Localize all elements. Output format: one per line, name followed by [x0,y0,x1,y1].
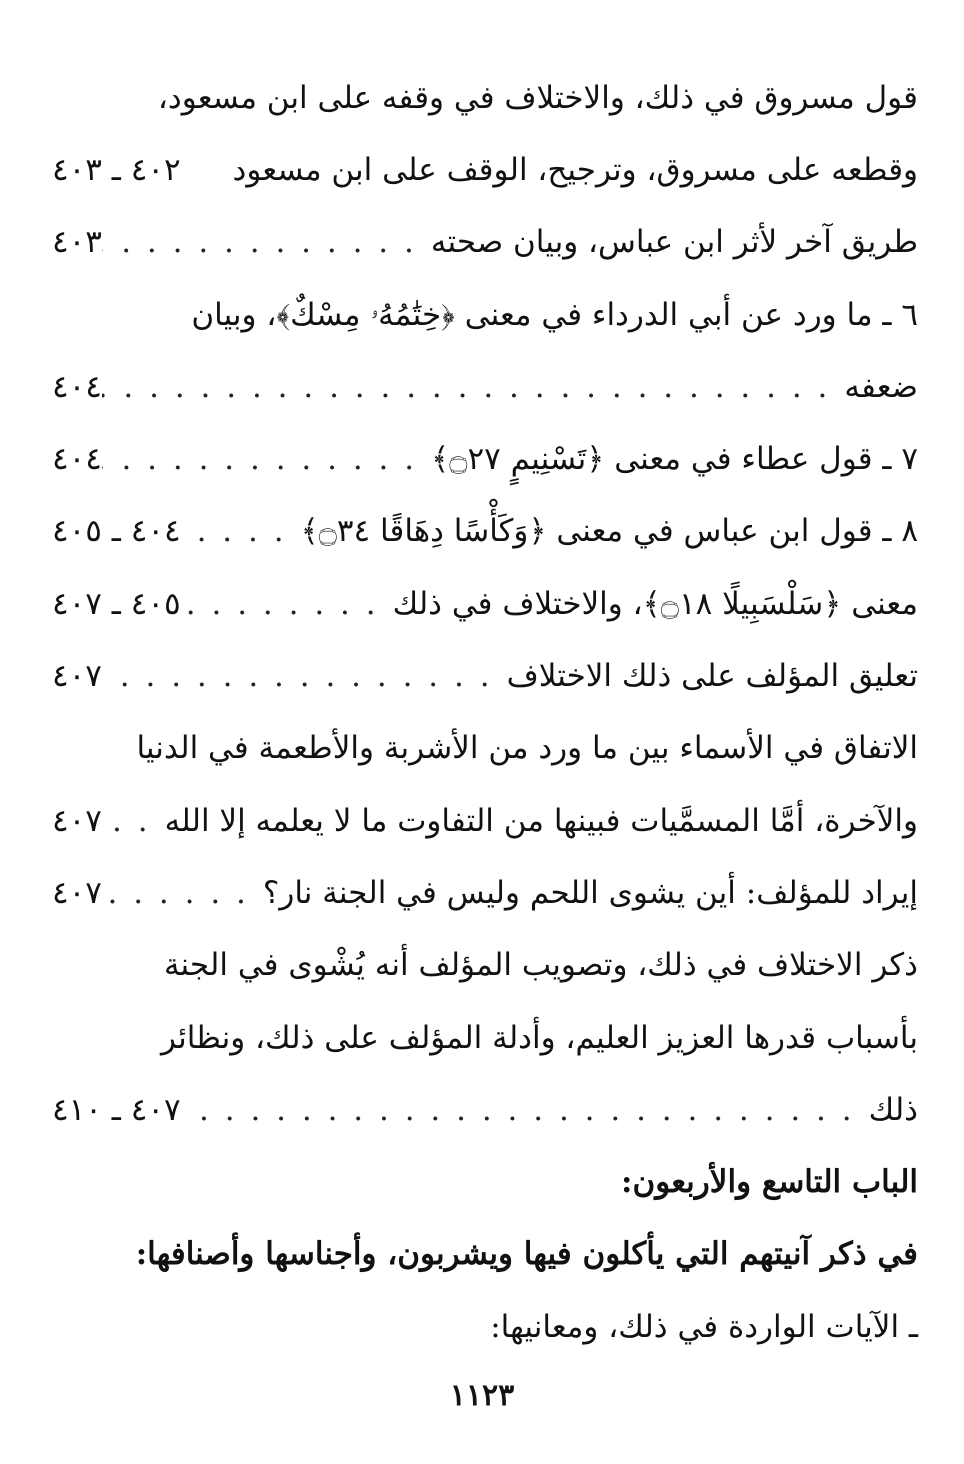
chapter-subheading [52,1219,918,1291]
entry-text: ٨ ـ قول ابن عباس في معنى ﴿وَكَأْسًا دِهَاقًا ۝٣٤﴾ [300,513,918,550]
dot-leader [102,878,263,909]
entry-page: ٤٠٣ [52,224,102,261]
index-line [52,1074,918,1146]
entry-page: ٤٠٥ ـ ٤٠٧ [52,585,181,622]
dot-leader [102,661,507,692]
index-line [52,713,918,785]
entry-page: ٤٠٤ ـ ٤٠٥ [52,513,181,550]
index-line [52,423,918,495]
entry-text: ضعفه [844,368,918,405]
entry-page: ٤٠٤ [52,368,102,405]
index-line [52,207,918,279]
index-line [52,1002,918,1074]
dot-leader [181,589,393,620]
page-number: ١١٢٣ [449,1378,515,1413]
entry-page: ٤٠٧ ـ ٤١٠ [52,1091,181,1128]
entry-text: ذكر الاختلاف في ذلك، وتصويب المؤلف أنه يُشْوى في الجنة [163,947,918,984]
index-line [52,351,918,423]
chapter-heading [52,1146,918,1218]
index-line [52,930,918,1002]
dot-leader [102,806,165,837]
entry-text: وقطعه على مسروق، وترجيح، الوقف على ابن مسعود [232,151,918,188]
index-line [52,857,918,929]
index-line [52,568,918,640]
entry-text: بأسباب قدرها العزيز العليم، وأدلة المؤلف على ذلك، ونظائر [160,1019,918,1056]
index-line [52,785,918,857]
entry-page: ٤٠٧ [52,802,102,839]
entry-text: معنى ﴿سَلْسَبِيلًا ۝١٨﴾، والاختلاف في ذلك [392,585,918,622]
entry-text: الاتفاق في الأسماء بين ما ورد من الأشربة والأطعمة في الدنيا [136,730,918,767]
entry-text: تعليق المؤلف على ذلك الاختلاف [506,658,918,695]
index-line [52,134,918,206]
dot-leader [102,444,431,475]
entry-text: في ذكر آنيتهم التي يأكلون فيها ويشربون، وأجناسها وأصنافها: [135,1236,918,1273]
entry-text: إيراد للمؤلف: أين يشوى اللحم وليس في الجنة نار؟ [262,874,918,911]
entry-text: والآخرة، أمَّا المسمَّيات فبينها من التفاوت ما لا يعلمه إلا الله [164,802,918,839]
dot-leader [102,372,844,403]
index-line [52,496,918,568]
entry-text: ٦ ـ ما ورد عن أبي الدرداء في معنى ﴿خِتَٰمُهُۥ مِسْكٌ﴾، وبيان [191,296,918,333]
entry-text: طريق آخر لأثر ابن عباس، وبيان صحته [430,224,918,261]
dot-leader [181,1095,869,1126]
entry-text: ـ الآيات الواردة في ذلك، ومعانيها: [490,1308,918,1345]
entry-page: ٤٠٤ [52,441,102,478]
index-entries [52,62,918,1363]
entry-text: ذلك [868,1091,918,1128]
index-line [52,1291,918,1363]
index-line [52,62,918,134]
entry-text: الباب التاسع والأربعون: [621,1164,918,1201]
entry-page: ٤٠٧ [52,874,102,911]
index-line [52,640,918,712]
entry-text: ٧ ـ قول عطاء في معنى ﴿تَسْنِيمٍ ۝٢٧﴾ [431,441,918,478]
entry-page: ٤٠٧ [52,658,102,695]
entry-text: قول مسروق في ذلك، والاختلاف في وقفه على ابن مسعود، [157,79,918,116]
entry-page: ٤٠٢ ـ ٤٠٣ [52,151,181,188]
dot-leader [102,227,431,258]
dot-leader [181,516,301,547]
index-line [52,279,918,351]
